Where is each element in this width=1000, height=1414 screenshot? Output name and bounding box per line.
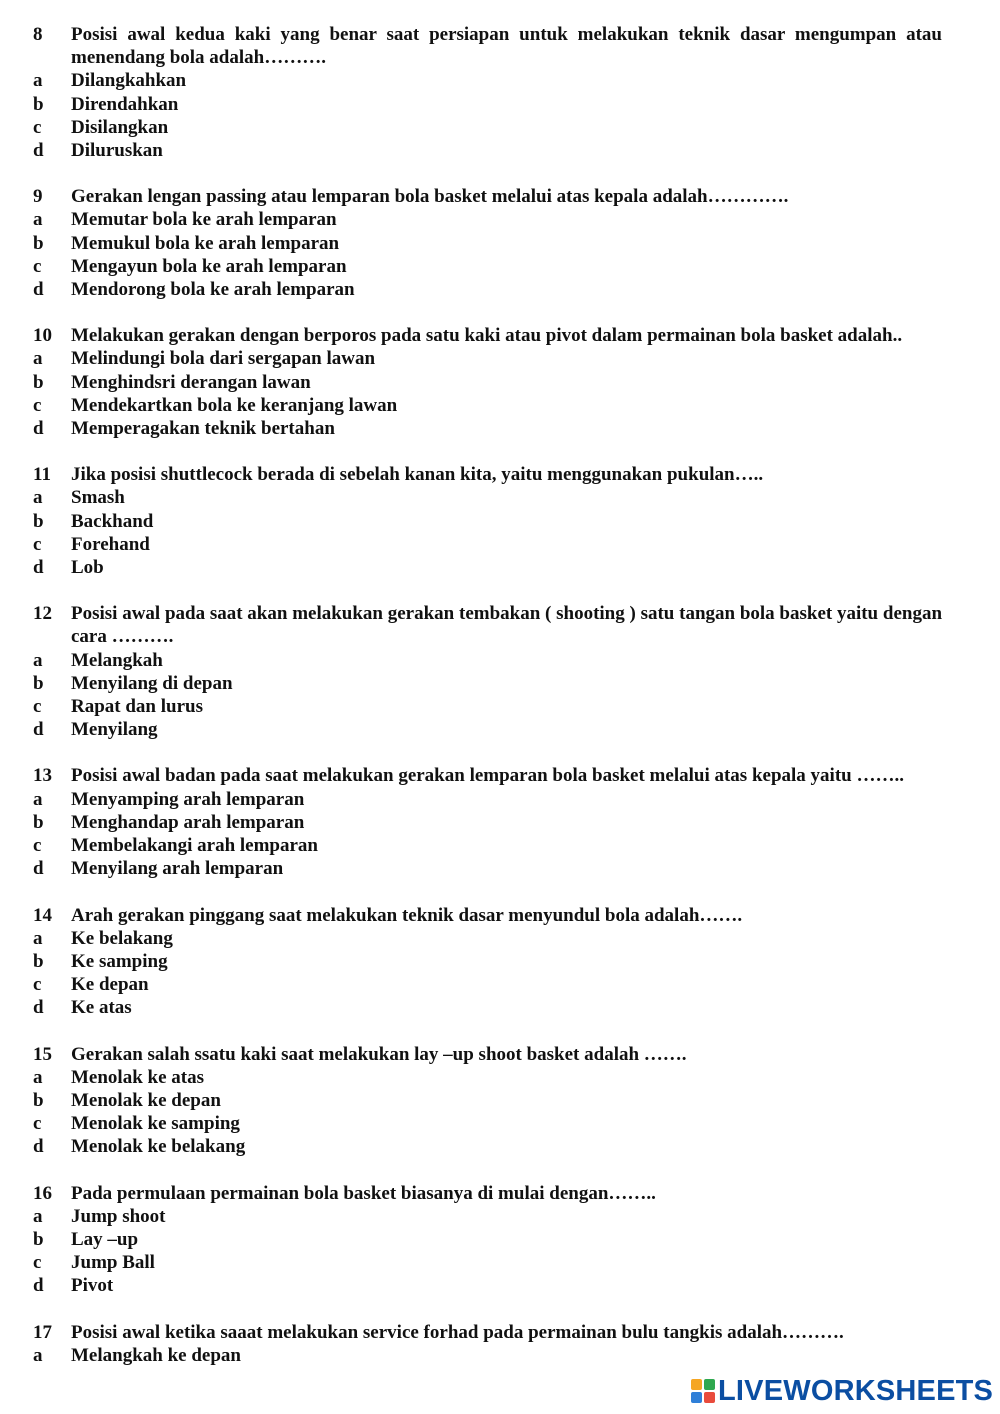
logo-tile: [704, 1392, 715, 1403]
answer-option[interactable]: [0, 996, 1000, 1019]
option-text: Melangkah ke depan: [71, 1344, 241, 1366]
option-letter: a: [33, 348, 43, 370]
option-letter: b: [33, 232, 44, 254]
question-block: [0, 904, 1000, 1020]
option-text: Menyilang arah lemparan: [71, 858, 284, 880]
option-letter: c: [33, 1113, 42, 1135]
option-letter: b: [33, 1228, 44, 1250]
option-text: Lob: [71, 557, 104, 579]
brand-name: LIVEWORKSHEETS: [718, 1375, 994, 1407]
question-number: 8: [33, 24, 43, 45]
option-letter: d: [33, 279, 44, 301]
question-block: [0, 185, 1000, 301]
question-number: 12: [33, 603, 52, 625]
option-text: Backhand: [71, 510, 154, 532]
option-letter: a: [33, 1205, 43, 1227]
answer-option[interactable]: [0, 1089, 1000, 1112]
answer-option[interactable]: [0, 1344, 1000, 1367]
option-text: Smash: [71, 487, 125, 509]
option-letter: d: [33, 1136, 44, 1158]
answer-option[interactable]: [0, 139, 1000, 162]
option-letter: b: [33, 1089, 44, 1111]
answer-option[interactable]: [0, 672, 1000, 695]
answer-option[interactable]: [0, 695, 1000, 718]
option-letter: a: [33, 70, 43, 92]
answer-option[interactable]: [0, 533, 1000, 556]
answer-option[interactable]: [0, 556, 1000, 579]
option-letter: a: [33, 209, 43, 231]
answer-option[interactable]: [0, 1066, 1000, 1089]
answer-option[interactable]: [0, 69, 1000, 92]
question-row: [0, 904, 1000, 927]
option-letter: d: [33, 418, 44, 440]
option-letter: a: [33, 1066, 43, 1088]
option-letter: c: [33, 1252, 42, 1274]
answer-option[interactable]: [0, 116, 1000, 139]
answer-option[interactable]: [0, 417, 1000, 440]
option-letter: c: [33, 533, 42, 555]
option-text: Melindungi bola dari sergapan lawan: [71, 348, 376, 370]
answer-option[interactable]: [0, 718, 1000, 741]
question-row: [0, 185, 1000, 208]
liveworksheets-logo: [691, 1374, 993, 1408]
answer-option[interactable]: [0, 255, 1000, 278]
question-number: 15: [33, 1043, 52, 1065]
option-text: Menolak ke belakang: [71, 1136, 246, 1158]
answer-option[interactable]: [0, 93, 1000, 116]
question-number: 13: [33, 765, 52, 787]
option-text: Disilangkan: [71, 116, 169, 138]
answer-option[interactable]: [0, 232, 1000, 255]
option-letter: d: [33, 858, 44, 880]
option-text: Menghandap arah lemparan: [71, 811, 305, 833]
option-text: Memukul bola ke arah lemparan: [71, 232, 340, 254]
option-text: Pivot: [71, 1275, 114, 1297]
option-text: Mendorong bola ke arah lemparan: [71, 279, 355, 301]
option-letter: a: [33, 487, 43, 509]
answer-option[interactable]: [0, 394, 1000, 417]
option-letter: b: [33, 672, 44, 694]
option-text: Mengayun bola ke arah lemparan: [71, 255, 347, 277]
question-block: [0, 1043, 1000, 1159]
option-text: Memutar bola ke arah lemparan: [71, 209, 337, 231]
option-text: Ke atas: [71, 997, 132, 1019]
liveworksheets-icon: [691, 1379, 715, 1403]
option-letter: a: [33, 649, 43, 671]
answer-option[interactable]: [0, 857, 1000, 880]
question-row: [0, 23, 1000, 69]
question-text: Posisi awal kedua kaki yang benar saat persiapan untuk melakukan teknik dasar mengumpan atau menendang bola adalah……….: [71, 24, 942, 69]
question-text: Posisi awal pada saat akan melakukan gerakan tembakan ( shooting ) satu tangan bola basket yaitu dengan cara ……….: [71, 603, 943, 648]
option-letter: d: [33, 997, 44, 1019]
question-number: 9: [33, 186, 43, 208]
logo-tile: [691, 1379, 702, 1390]
option-text: Membelakangi arah lemparan: [71, 835, 318, 857]
question-text: Arah gerakan pinggang saat melakukan teknik dasar menyundul bola adalah…….: [71, 904, 743, 926]
question-text: Jika posisi shuttlecock berada di sebelah kanan kita, yaitu menggunakan pukulan…..: [71, 464, 764, 486]
option-letter: a: [33, 788, 43, 810]
answer-option[interactable]: [0, 371, 1000, 394]
option-text: Diluruskan: [71, 140, 163, 162]
option-text: Forehand: [71, 533, 150, 555]
option-text: Mendekartkan bola ke keranjang lawan: [71, 394, 398, 416]
logo-tile: [704, 1379, 715, 1390]
option-text: Menyamping arah lemparan: [71, 788, 305, 810]
question-number: 14: [33, 904, 52, 926]
question-number: 17: [33, 1321, 52, 1343]
option-text: Jump shoot: [71, 1205, 166, 1227]
answer-option[interactable]: [0, 278, 1000, 301]
option-text: Melangkah: [71, 649, 163, 671]
option-letter: a: [33, 927, 43, 949]
option-letter: c: [33, 974, 42, 996]
question-row: [0, 602, 1000, 648]
answer-option[interactable]: [0, 649, 1000, 672]
option-text: Rapat dan lurus: [71, 696, 203, 718]
option-text: Direndahkan: [71, 93, 179, 115]
answer-option[interactable]: [0, 950, 1000, 973]
question-block: [0, 764, 1000, 880]
question-text: Gerakan lengan passing atau lemparan bola basket melalui atas kepala adalah………….: [71, 186, 789, 208]
answer-option[interactable]: [0, 1251, 1000, 1274]
answer-option[interactable]: [0, 486, 1000, 509]
question-row: [0, 1043, 1000, 1066]
answer-option[interactable]: [0, 1205, 1000, 1228]
question-text: Melakukan gerakan dengan berporos pada satu kaki atau pivot dalam permainan bola basket adalah..: [71, 325, 903, 347]
question-block: [0, 1182, 1000, 1298]
answer-option[interactable]: [0, 811, 1000, 834]
answer-option[interactable]: [0, 1228, 1000, 1251]
option-letter: d: [33, 140, 44, 162]
option-text: Menolak ke atas: [71, 1066, 204, 1088]
answer-option[interactable]: [0, 1112, 1000, 1135]
option-text: Dilangkahkan: [71, 70, 187, 92]
question-number: 11: [33, 464, 51, 486]
answer-option[interactable]: [0, 510, 1000, 533]
question-text: Posisi awal badan pada saat melakukan gerakan lemparan bola basket melalui atas kepala yaitu ……..: [71, 765, 904, 787]
answer-option[interactable]: [0, 927, 1000, 950]
question-block: [0, 324, 1000, 440]
option-letter: b: [33, 510, 44, 532]
option-letter: c: [33, 394, 42, 416]
option-text: Menolak ke depan: [71, 1089, 221, 1111]
option-text: Memperagakan teknik bertahan: [71, 418, 335, 440]
question-block: [0, 23, 1000, 162]
question-text: Posisi awal ketika saaat melakukan service forhad pada permainan bulu tangkis adalah……….: [71, 1321, 844, 1343]
question-number: 10: [33, 325, 52, 347]
answer-option[interactable]: [0, 208, 1000, 231]
question-row: [0, 1321, 1000, 1344]
option-letter: d: [33, 1275, 44, 1297]
logo-tile: [691, 1392, 702, 1403]
option-letter: b: [33, 811, 44, 833]
question-row: [0, 1182, 1000, 1205]
option-text: Jump Ball: [71, 1252, 155, 1274]
option-letter: c: [33, 255, 42, 277]
answer-option[interactable]: [0, 788, 1000, 811]
question-block: [0, 1321, 1000, 1367]
worksheet: [0, 23, 1000, 1390]
option-text: Menolak ke samping: [71, 1113, 240, 1135]
question-row: [0, 463, 1000, 486]
option-text: Ke samping: [71, 950, 168, 972]
option-letter: c: [33, 116, 42, 138]
answer-option[interactable]: [0, 834, 1000, 857]
option-text: Ke belakang: [71, 927, 173, 949]
option-text: Menyilang: [71, 719, 158, 741]
question-row: [0, 764, 1000, 787]
question-block: [0, 463, 1000, 579]
question-text: Pada permulaan permainan bola basket biasanya di mulai dengan……..: [71, 1182, 656, 1204]
option-letter: d: [33, 719, 44, 741]
question-text: Gerakan salah ssatu kaki saat melakukan lay –up shoot basket adalah …….: [71, 1043, 687, 1065]
option-letter: c: [33, 696, 42, 718]
option-letter: b: [33, 950, 44, 972]
answer-option[interactable]: [0, 973, 1000, 996]
option-text: Menyilang di depan: [71, 672, 233, 694]
option-letter: c: [33, 835, 42, 857]
answer-option[interactable]: [0, 347, 1000, 370]
option-letter: d: [33, 557, 44, 579]
option-text: Lay –up: [71, 1228, 139, 1250]
answer-option[interactable]: [0, 1274, 1000, 1297]
question-number: 16: [33, 1182, 52, 1204]
question-block: [0, 602, 1000, 741]
option-text: Ke depan: [71, 974, 149, 996]
option-text: Menghindsri derangan lawan: [71, 371, 311, 393]
option-letter: b: [33, 371, 44, 393]
option-letter: b: [33, 93, 44, 115]
option-letter: a: [33, 1344, 43, 1366]
question-row: [0, 324, 1000, 347]
answer-option[interactable]: [0, 1135, 1000, 1158]
